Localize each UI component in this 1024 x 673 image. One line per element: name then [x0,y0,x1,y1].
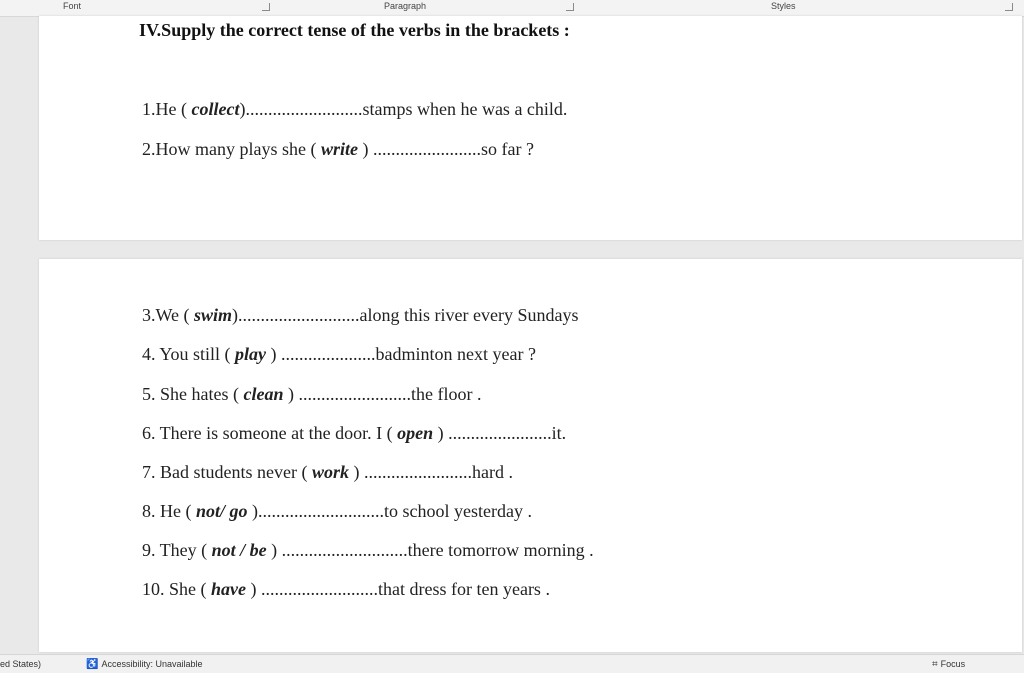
question-bracket: ) [247,501,258,521]
answer-blank[interactable]: ........................ [373,139,481,159]
question-text: stamps when he was a child. [362,99,568,119]
question-8 [142,501,532,522]
question-text: 2.How many plays she ( [142,139,321,159]
question-text: there tomorrow morning . [407,540,594,560]
question-text: 7. Bad students never ( [142,462,312,482]
question-text: 1.He ( [142,99,192,119]
question-text: 6. There is someone at the door. I ( [142,423,398,443]
question-text: badminton next year ? [375,344,536,364]
question-text: 10. She ( [142,579,211,599]
question-verb: clean [243,384,284,404]
ribbon-group-styles-label: Styles [771,1,796,11]
focus-mode-button[interactable] [932,659,965,670]
question-text: that dress for ten years . [378,579,550,599]
language-status[interactable]: ed States) [0,659,42,669]
ribbon-group-paragraph-label: Paragraph [384,1,427,11]
question-4 [142,344,536,365]
answer-blank[interactable]: .......................... [261,579,378,599]
question-text: along this river every Sundays [359,305,579,325]
question-verb: have [211,579,246,599]
status-bar [0,654,1024,673]
question-bracket: ) [283,384,299,404]
question-text: hard . [471,462,513,482]
font-dialog-launcher-icon[interactable] [262,3,270,11]
question-verb: not/ go [195,501,248,521]
question-bracket: ) [348,462,364,482]
answer-blank[interactable]: ........................ [363,462,472,482]
answer-blank[interactable]: ......................... [298,384,411,404]
accessibility-status[interactable] [86,659,203,670]
exercise-heading: IV.Supply the correct tense of the verbs in the brackets : [139,20,570,40]
question-text: 9. They ( [142,540,212,560]
question-verb: play [235,344,267,364]
question-bracket: ) [433,423,449,443]
question-verb: not / be [211,540,267,560]
question-7 [142,462,513,483]
focus-label: Focus [940,659,966,669]
question-bracket: ) [239,99,246,119]
question-verb: collect [191,99,240,119]
question-text: 3.We ( [142,305,195,325]
focus-icon: ⌗ [932,659,938,670]
question-text: it. [551,423,567,443]
question-bracket: ) [358,139,373,159]
question-text: to school yesterday . [384,501,532,521]
question-verb: work [311,462,349,482]
question-1 [142,99,567,120]
question-text: so far ? [481,139,534,159]
question-text: 8. He ( [142,501,196,521]
accessibility-label: Accessibility: Unavailable [101,659,203,669]
question-verb: swim [194,305,233,325]
question-text: 4. You still ( [142,344,236,364]
question-bracket: ) [246,579,261,599]
accessibility-icon: ♿ [86,659,99,670]
question-bracket: ) [266,344,282,364]
answer-blank[interactable]: ............................ [281,540,408,560]
answer-blank[interactable]: ........................... [238,305,360,325]
question-3 [142,305,579,326]
question-text: 5. She hates ( [142,384,244,404]
styles-dialog-launcher-icon[interactable] [1005,3,1013,11]
question-bracket: ) [232,305,239,325]
question-verb: write [320,139,358,159]
question-5 [142,384,481,405]
question-bracket: ) [266,540,282,560]
answer-blank[interactable]: ....................... [448,423,552,443]
document-page-1[interactable] [39,16,1022,240]
answer-blank[interactable]: ............................ [258,501,384,521]
question-9 [142,540,594,561]
ribbon-group-bar [0,0,1024,17]
answer-blank[interactable]: ..................... [281,344,376,364]
paragraph-dialog-launcher-icon[interactable] [566,3,574,11]
question-6 [142,423,566,444]
answer-blank[interactable]: .......................... [245,99,363,119]
question-verb: open [397,423,434,443]
document-page-2[interactable] [39,259,1022,652]
question-2 [142,139,534,160]
question-text: the floor . [410,384,482,404]
ribbon-group-font-label: Font [63,1,82,11]
question-10 [142,579,550,600]
